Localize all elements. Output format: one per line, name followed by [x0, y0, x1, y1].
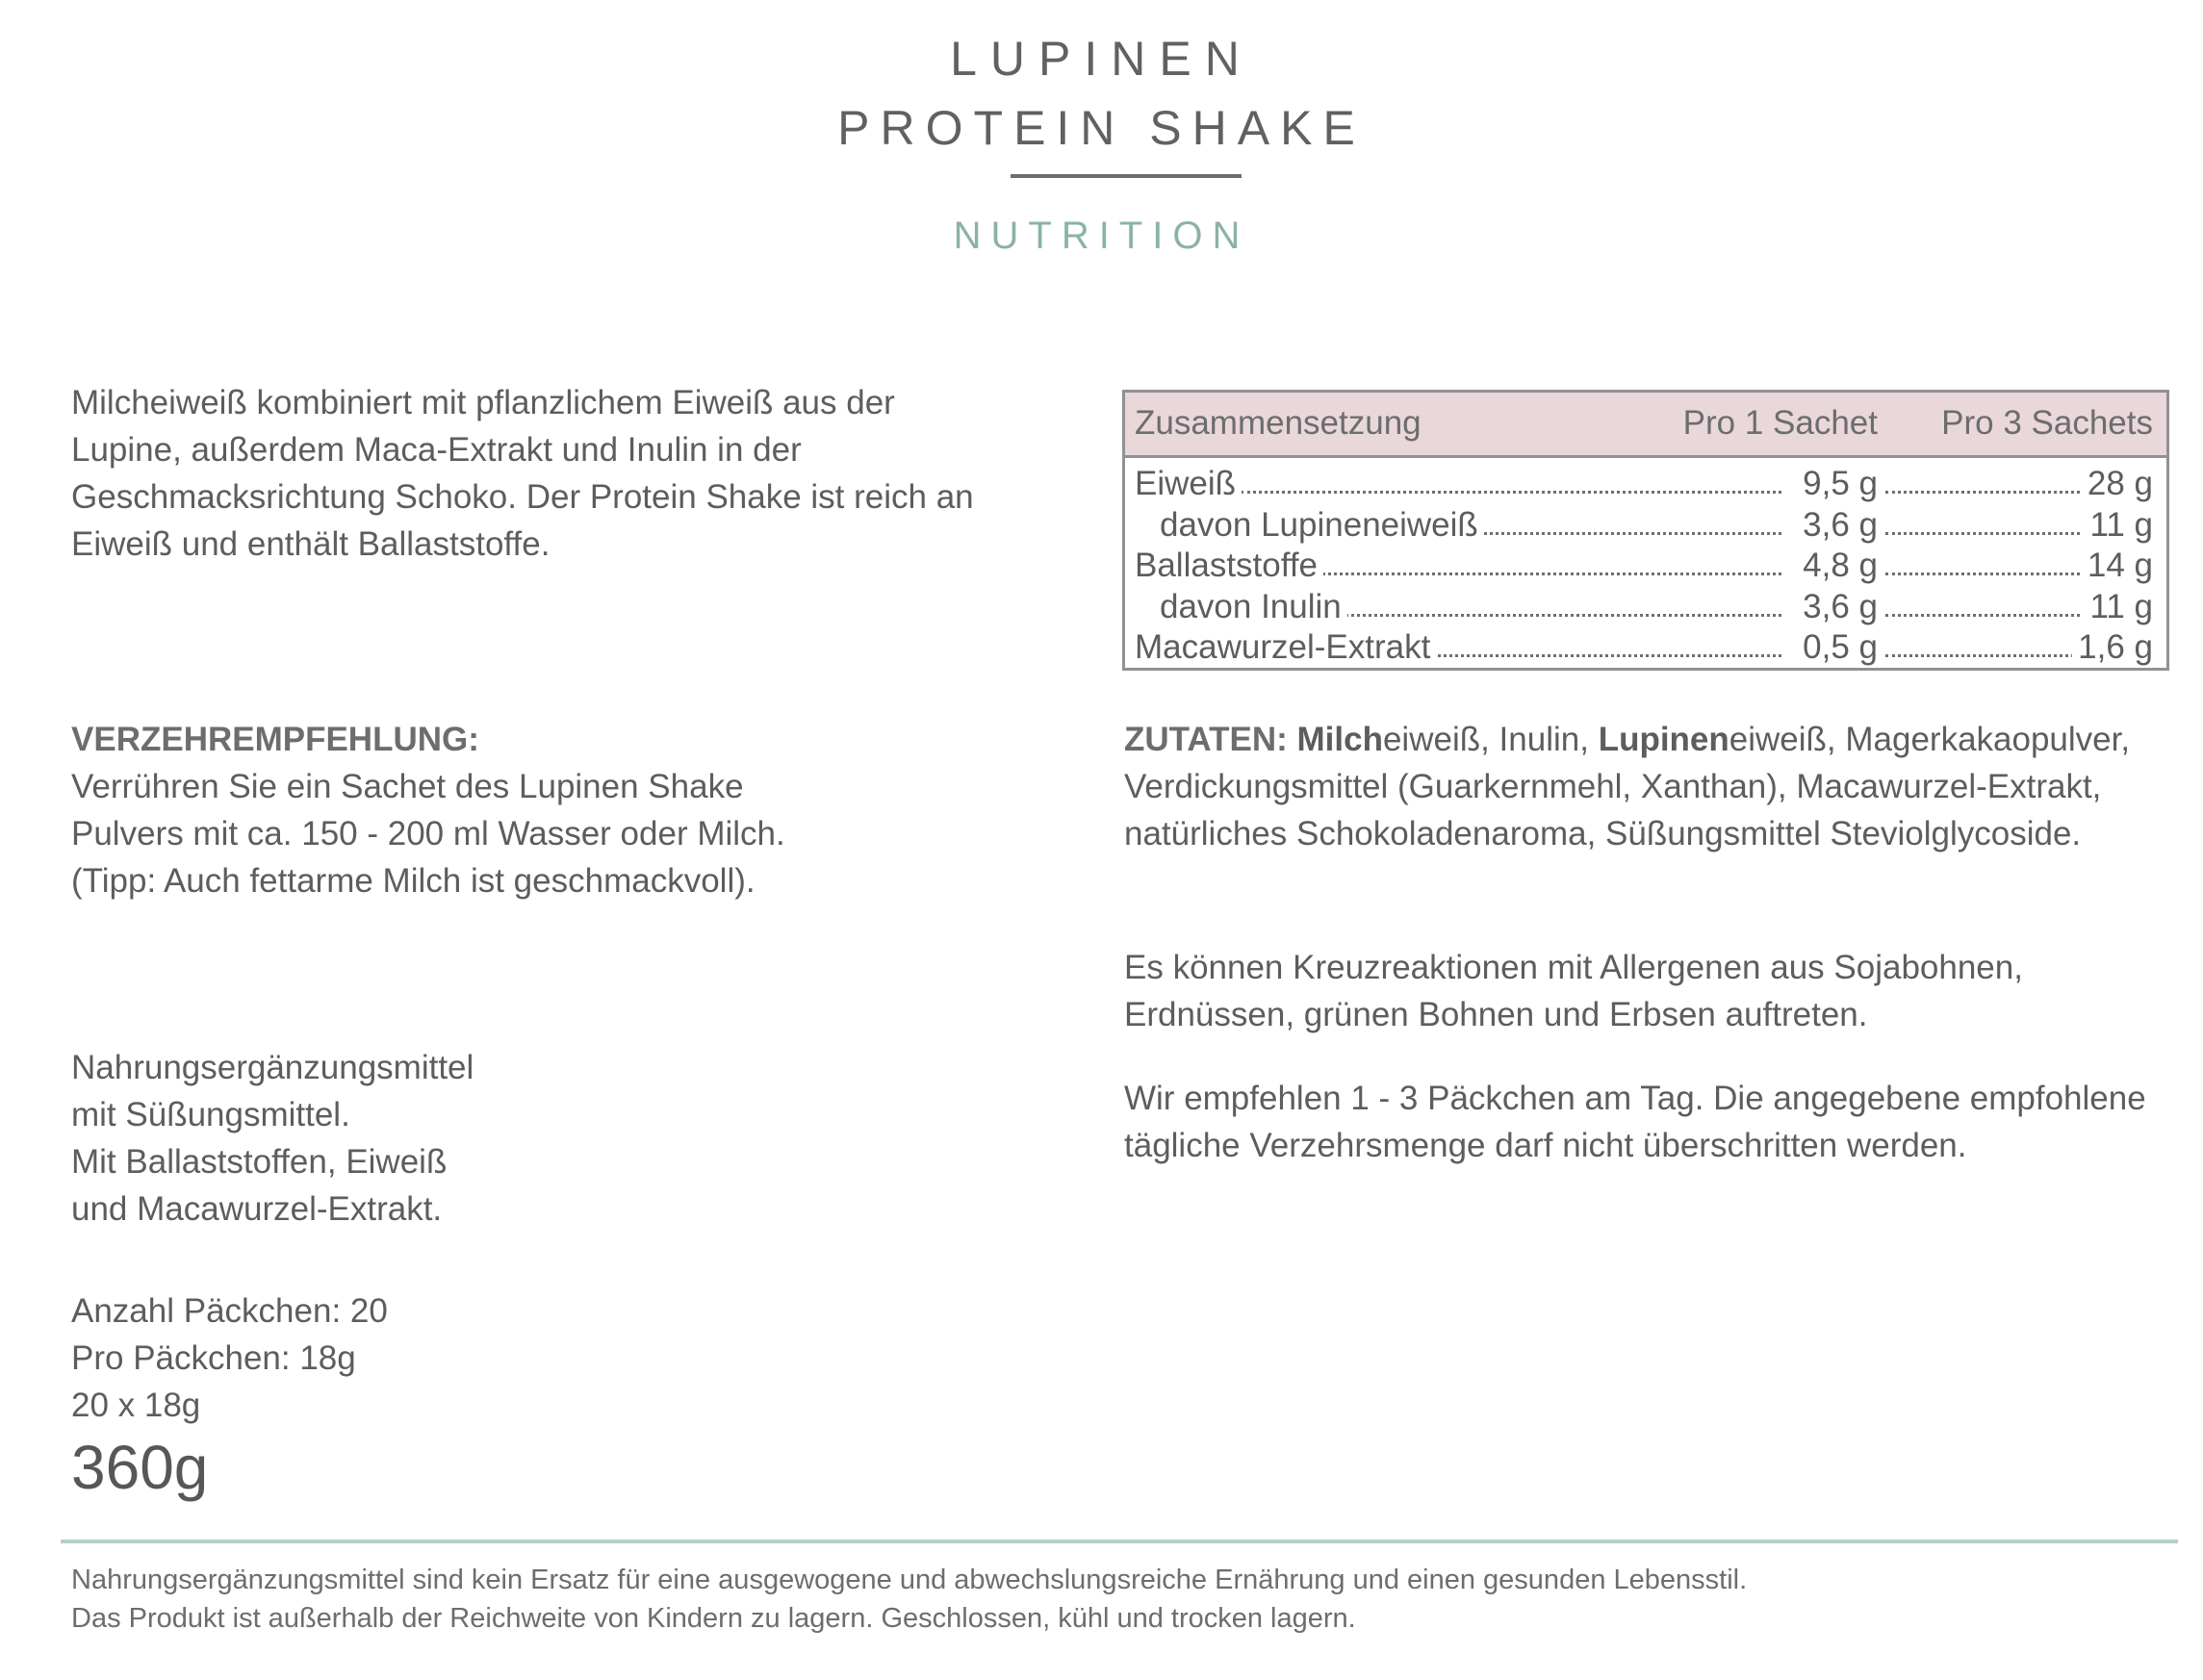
pack-formula: 20 x 18g [71, 1387, 201, 1424]
product-title-line2: PROTEIN SHAKE [837, 101, 1366, 155]
footer-disclaimer [71, 1561, 1747, 1638]
leader-dots [1885, 614, 2080, 617]
row-value-three: 28 g [2082, 464, 2153, 504]
allergen-lupine: Lupinen [1598, 721, 1729, 758]
row-value-three: 11 g [2084, 587, 2153, 627]
pack-info [71, 1287, 745, 1429]
ingredients-text [1124, 716, 2183, 857]
supplement-line: Nahrungsergänzungsmittel [71, 1049, 474, 1086]
table-row [1125, 464, 2166, 505]
product-description: Milcheiweiß kombiniert mit pflanzlichem Eiweiß aus der Lupine, außerdem Maca-Extrakt und Inulin in der Geschmacksrichtung Schoko. Der Protein Shake ist reich an Eiweiß und enthält Ballaststoffe. [71, 384, 974, 563]
supplement-info [71, 1044, 745, 1233]
pack-per-sachet: Pro Päckchen: 18g [71, 1339, 356, 1377]
allergen-milk: Milch [1296, 721, 1383, 758]
product-title-line1: LUPINEN [950, 32, 1253, 86]
row-value-three: 11 g [2084, 505, 2153, 546]
section-subtitle: NUTRITION [953, 215, 1250, 257]
leader-dots [1885, 491, 2080, 494]
usage-line: (Tipp: Auch fettarme Milch ist geschmackvoll). [71, 862, 756, 900]
footer-line: Nahrungsergänzungsmittel sind kein Ersatz für eine ausgewogene und abwechslungsreiche Ernährung und einen gesunden Lebensstil. [71, 1565, 1748, 1595]
row-name: Macawurzel-Extrakt [1135, 627, 1436, 668]
header-per-three: Pro 3 Sachets [1941, 404, 2153, 442]
row-value-three: 14 g [2082, 546, 2153, 586]
supplement-line: mit Süßungsmittel. [71, 1096, 350, 1133]
allergy-notice: Es können Kreuzreaktionen mit Allergenen aus Sojabohnen, Erdnüssen, grünen Bohnen und Erbsen auftreten. [1124, 949, 2023, 1033]
row-name: davon Inulin [1160, 587, 1347, 627]
usage-line: Verrühren Sie ein Sachet des Lupinen Shake [71, 768, 744, 805]
ingredients-label: ZUTATEN: [1124, 721, 1288, 758]
row-value-one: 9,5 g [1797, 464, 1878, 504]
row-name: davon Lupineneiweiß [1160, 505, 1484, 546]
table-row [1125, 627, 2166, 669]
nutrition-table-body [1125, 458, 2166, 669]
supplement-line: und Macawurzel-Extrakt. [71, 1190, 443, 1228]
usage-heading: VERZEHREMPFEHLUNG: [71, 721, 479, 758]
leader-dots [1885, 532, 2080, 535]
row-value-one: 3,6 g [1797, 587, 1878, 627]
ingredients-part1: eiweiß, Inulin, [1382, 721, 1599, 758]
footer-line: Das Produkt ist außerhalb der Reichweite von Kindern zu lagern. Geschlossen, kühl und trocken lagern. [71, 1603, 1356, 1634]
leader-dots [1885, 573, 2080, 575]
row-value-one: 0,5 g [1797, 627, 1878, 668]
net-weight: 360g [71, 1433, 209, 1502]
table-row [1125, 587, 2166, 628]
row-value-three: 1,6 g [2072, 627, 2153, 668]
daily-dose-notice: Wir empfehlen 1 - 3 Päckchen am Tag. Die angegebene empfohlene tägliche Verzehrsmenge darf nicht überschritten werden. [1124, 1080, 2146, 1164]
nutrition-table [1122, 390, 2169, 671]
leader-dots [1885, 654, 2080, 657]
header-per-one: Pro 1 Sachet [1682, 404, 1878, 442]
footer-divider [61, 1540, 2178, 1543]
ingredients-part2: eiweiß, Magerkakaopulver, Verdickungsmittel (Guarkernmehl, Xanthan), Macawurzel-Extrakt, natürliches Schokoladenaroma, Süßungsmittel Steviolglycoside. [1124, 721, 2131, 853]
row-name: Ballaststoffe [1135, 546, 1323, 586]
row-name: Eiweiß [1135, 464, 1242, 504]
usage-line: Pulvers mit ca. 150 - 200 ml Wasser oder Milch. [71, 815, 785, 853]
nutrition-table-header [1125, 393, 2166, 458]
pack-count: Anzahl Päckchen: 20 [71, 1292, 388, 1330]
header-composition: Zusammensetzung [1135, 404, 1422, 442]
table-row [1125, 505, 2166, 547]
row-value-one: 4,8 g [1797, 546, 1878, 586]
leader-dots [1241, 491, 1781, 494]
row-value-one: 3,6 g [1797, 505, 1878, 546]
title-divider [1011, 174, 1242, 178]
supplement-line: Mit Ballaststoffen, Eiweiß [71, 1143, 448, 1181]
table-row [1125, 546, 2166, 587]
usage-recommendation [71, 716, 1014, 904]
